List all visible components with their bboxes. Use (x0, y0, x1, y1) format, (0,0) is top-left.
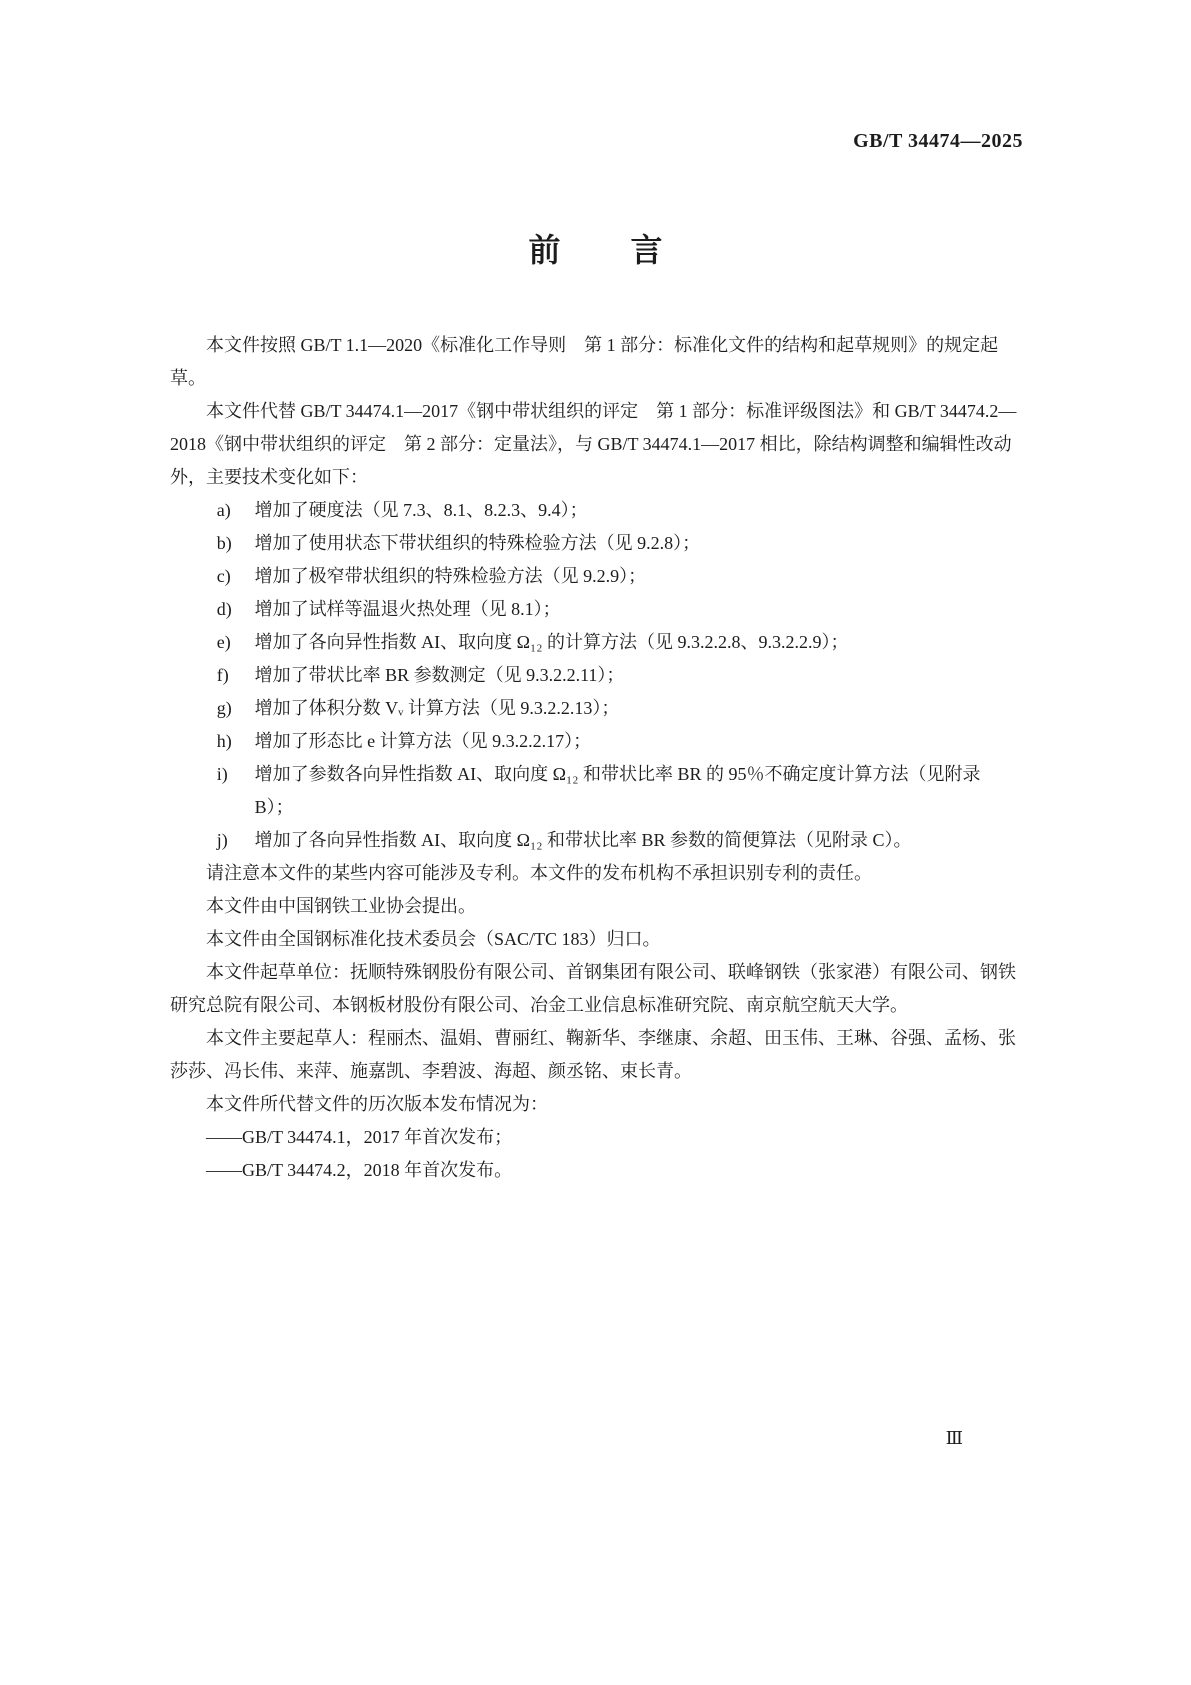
paragraph: 本文件起草单位：抚顺特殊钢股份有限公司、首钢集团有限公司、联峰钢铁（张家港）有限公司、钢铁研究总院有限公司、本钢板材股份有限公司、冶金工业信息标准研究院、南京航空航天大学。 (170, 962, 1016, 1015)
list-item-label: a) (216, 500, 231, 520)
dash-item: ——GB/T 34474.2，2018 年首次发布。 (206, 1160, 513, 1180)
list-item-text: 增加了形态比 e 计算方法（见 9.3.2.2.17）； (254, 731, 592, 751)
list-item-text: 增加了试样等温退火热处理（见 8.1）； (254, 599, 561, 619)
list-item-text: 增加了硬度法（见 7.3、8.1、8.2.3、9.4）； (254, 500, 588, 520)
list-item (217, 758, 1023, 824)
page-number: Ⅲ (945, 1428, 963, 1448)
paragraph: 本文件所代替文件的历次版本发布情况为： (206, 1094, 548, 1114)
paragraph: 本文件代替 GB/T 34474.1—2017《钢中带状组织的评定 第 1 部分：标准评级图法》和 GB/T 34474.2—2018《钢中带状组织的评定 第 2 部分：定量法》，与 GB/T 34474.1—2017 相比，除结构调整和编辑性改动外，主要技术变化如下： (170, 401, 1017, 487)
list-item-label: f) (216, 665, 229, 685)
list-item-text: 增加了各向异性指数 AI、取向度 Ω₁₂ 和带状比率 BR 参数的简便算法（见附录 C）。 (254, 830, 912, 850)
list-item-text: 增加了带状比率 BR 参数测定（见 9.3.2.2.11）； (254, 665, 625, 685)
list-item (217, 692, 1023, 725)
foreword-body (170, 329, 1023, 1187)
list-item (217, 824, 1023, 857)
paragraph: 请注意本文件的某些内容可能涉及专利。本文件的发布机构不承担识别专利的责任。 (206, 863, 872, 883)
dash-item: ——GB/T 34474.1，2017 年首次发布； (206, 1127, 513, 1147)
paragraph: 本文件由全国钢标准化技术委员会（SAC/TC 183）归口。 (206, 929, 661, 949)
list-item-text: 增加了极窄带状组织的特殊检验方法（见 9.2.9）； (254, 566, 647, 586)
paragraph: 本文件主要起草人：程丽杰、温娟、曹丽红、鞠新华、李继康、余超、田玉伟、王琳、谷强、孟杨、张莎莎、冯长伟、来萍、施嘉凯、李碧波、海超、颜丞铭、束长青。 (170, 1028, 1016, 1081)
page-title: 前 言 (528, 232, 665, 268)
paragraph: 本文件按照 GB/T 1.1—2020《标准化工作导则 第 1 部分：标准化文件的结构和起草规则》的规定起草。 (170, 335, 999, 388)
list-item (217, 494, 1023, 527)
list-item-label: d) (216, 599, 232, 619)
list-item-label: g) (216, 698, 232, 718)
list-item-label: b) (216, 533, 232, 553)
list-item-text: 增加了参数各向异性指数 AI、取向度 Ω₁₂ 和带状比率 BR 的 95％不确定度计算方法（见附录 B）； (254, 764, 981, 817)
list-item (217, 659, 1023, 692)
list-item (217, 527, 1023, 560)
standard-number: GB/T 34474—2025 (853, 130, 1023, 152)
list-item-text: 增加了各向异性指数 AI、取向度 Ω₁₂ 的计算方法（见 9.3.2.2.8、9.3.2.2.9）； (254, 632, 849, 652)
list-item (217, 626, 1023, 659)
page-content (170, 0, 1023, 1187)
list-item-text: 增加了体积分数 Vᵥ 计算方法（见 9.3.2.2.13）； (254, 698, 620, 718)
list-item (217, 725, 1023, 758)
list-item-text: 增加了使用状态下带状组织的特殊检验方法（见 9.2.8）； (254, 533, 701, 553)
list-item-label: h) (216, 731, 232, 751)
list-item (217, 593, 1023, 626)
list-item-label: i) (216, 764, 228, 784)
list-item-label: e) (216, 632, 231, 652)
list-item-label: j) (216, 830, 228, 850)
list-item (217, 560, 1023, 593)
paragraph: 本文件由中国钢铁工业协会提出。 (206, 896, 476, 916)
list-item-label: c) (216, 566, 231, 586)
